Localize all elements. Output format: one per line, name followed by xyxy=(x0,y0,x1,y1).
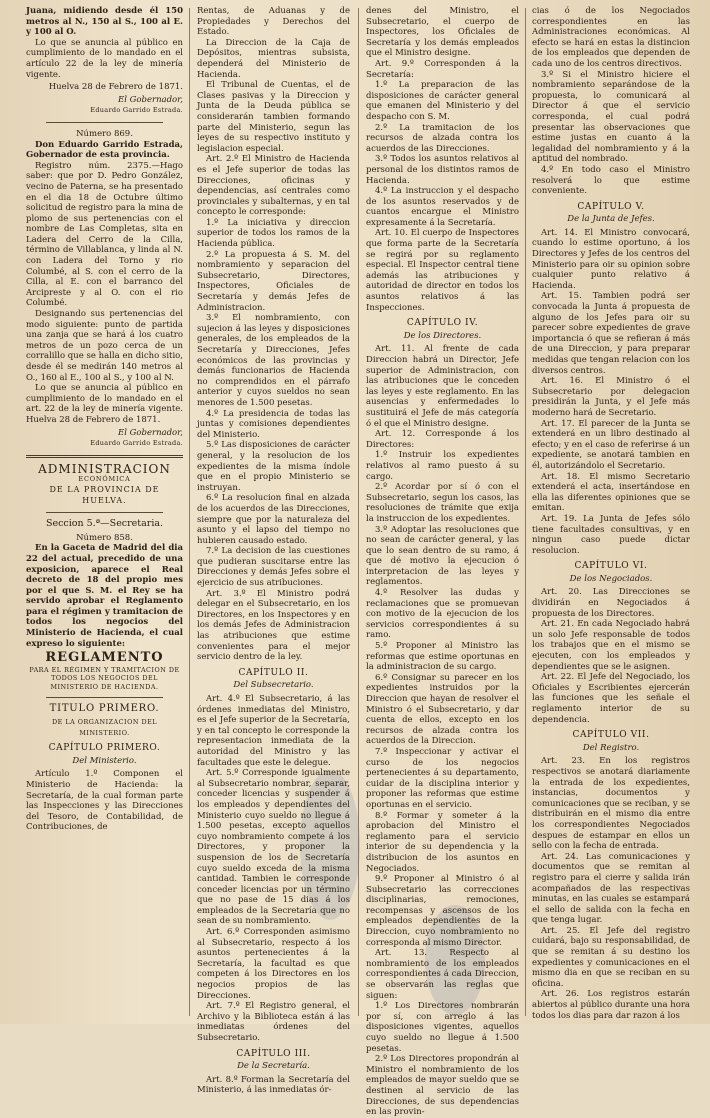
notice-number: Número 869. xyxy=(76,128,133,139)
column-3 xyxy=(366,6,519,1118)
paragraph: Art. 6.º Corresponden asimismo al Subsecretario, respecto á los asuntos pertenecientes á la Secretaría, la facultad es que competen á los Directores en los negocios propios de las Direcciones. xyxy=(197,927,350,1001)
chapter-heading: CAPÍTULO VI. xyxy=(574,561,648,572)
paragraph: 3.º Adoptar las resoluciones que no sean de carácter general, y las que lo sean dentro de su ramo, á que dé motivo la ejecucion ó interpretacion de las leyes y reglamentos. xyxy=(366,524,519,588)
column-rule xyxy=(525,8,526,1016)
paragraph: 9.º Proponer al Ministro ó al Subsecretario las correcciones disciplinarias, remociones, recompensas y ascensos de los empleados dependientes de la Direccion, cuyo nombramiento no corresponda al mismo Director. xyxy=(366,874,519,948)
paragraph: Art. 9.º Corresponden á la Secretaría: xyxy=(366,58,519,80)
chapter-subheading: De la Junta de Jefes. xyxy=(567,214,655,225)
paragraph: Art. 2.º El Ministro de Hacienda es el Jefe superior de todas las Direcciones, oficinas y dependencias, así centrales como provinciales y subalternas, y en tal concepto le corresponde: xyxy=(197,154,350,218)
chapter-heading: CAPÍTULO PRIMERO. xyxy=(48,743,161,754)
paragraph: 1.º Instruir los expedientes relativos al ramo puesto á su cargo. xyxy=(366,450,519,482)
paragraph: Art. 5.º Corresponde igualmente al Subsecretario nombrar, separar, conceder licencias y suspender á los empleados y dependientes del Ministerio cuyo sueldo no llegue á 1.500 pesetas, excepto aquellos cuyo nombramiento compete á los Directores, y proponer la suspension de los de Secretaría cuyo sueldo exceda de la misma cantidad. Tambien le corresponde conceder licencias por un término que no pase de 15 dias á los empleados de la Secretaría que no sean de su nombramiento. xyxy=(197,768,350,927)
paragraph: Art. 12. Corresponde á los Directores: xyxy=(366,429,519,450)
paragraph: 1.º La preparacion de las disposiciones de carácter general que emanen del Ministerio y del despacho con S. M. xyxy=(366,80,519,122)
paragraph: 5.º Las disposiciones de carácter general, y la resolucion de los expedientes de la misma índole que en el propio Ministerio se instruyan. xyxy=(197,440,350,493)
section-separator xyxy=(26,455,183,458)
notice-number: Número 858. xyxy=(76,532,133,543)
paragraph: 4.º La instruccion y el despacho de los asuntos reservados y de cuantos encargue el Ministro expresamente á la Secretaría. xyxy=(366,186,519,228)
regulation-title: REGLAMENTO xyxy=(45,650,164,666)
section-heading: ADMINISTRACION xyxy=(38,461,171,476)
paragraph: Art. 25. El Jefe del registro cuidará, bajo su responsabilidad, de que se remitan á su destino los expedientes y comunicaciones en el mismo dia en que se reciban en su oficina. xyxy=(532,925,690,989)
paragraph: Lo que se anuncia al público en cumplimiento de lo mandado en el art. 22 de la ley de minería vigente. Huelva 28 de Febrero de 1871. xyxy=(26,383,183,425)
paragraph: Art. 20. Las Direcciones se dividirán en Negociados á propuesta de los Directores. xyxy=(532,587,690,619)
paragraph: Don Eduardo Garrido Estrada, Gobernador de esta provincia. xyxy=(26,139,183,161)
paragraph: 2.º Acordar por sí ó con el Subsecretario, segun los casos, las resoluciones de trámite que exija la instruccion de los expedientes. xyxy=(366,482,519,524)
paragraph: Art. 3.º El Ministro podrá delegar en el Subsecretario, en los Directores, en los Inspectores y en los demás Jefes de Administracion las atribuciones que estime convenientes para el mejor servicio dentro de la ley. xyxy=(197,588,350,663)
chapter-subheading: De los Negociados. xyxy=(569,573,653,584)
paragraph: Art. 11. Al frente de cada Direccion habrá un Director, Jefe superior de Administracion, con las atribuciones que le conceden las leyes y este reglamento. En las ausencias y enfermedades lo sustituirá el Jefe de más categoría ó el que el Ministro designe. xyxy=(366,344,519,429)
signature-name: Eduardo Garrido Estrada. xyxy=(90,439,183,448)
paragraph: 1.º La iniciativa y direccion superior de todos los ramos de la Hacienda pública. xyxy=(197,217,350,250)
paragraph: 6.º La resolucion final en alzada de los acuerdos de las Direcciones, siempre que por la naturaleza del asunto y el lapso del tiempo no hubieren causado estado. xyxy=(197,493,350,546)
paragraph: 6.º Consignar su parecer en los expedientes instruidos por la Direccion que hayan de resolver el Ministro ó el Subsecretario, y dar cuenta de ellos, excepto en los recursos de alzada contra los acuerdos de la Direccion. xyxy=(366,672,519,747)
paragraph: cias ó de los Negociados correspondientes en las Administraciones económicas. Al efecto se hará en estas la distincion de los empleados que dependen de cada uno de los centros directivos. xyxy=(532,6,690,69)
paragraph: 2.º Los Directores propondrán al Ministro el nombramiento de los empleados de mayor sueldo que se destinen al servicio de las Direcciones, de sus dependencias en las provin- xyxy=(366,1054,519,1118)
chapter-heading: CAPÍTULO V. xyxy=(577,201,645,212)
paragraph: Art. 24. Las comunicaciones y documentos que se remitan al registro para el cierre y salida irán acompañados de las respectivas minutas, en las cuales se estampará el sello de salida con la fecha en que tenga lugar. xyxy=(532,851,690,926)
paragraph: 4.º Resolver las dudas y reclamaciones que se promuevan con motivo de la ejecucion de los servicios correspondientes á su ramo. xyxy=(366,588,519,641)
signature-name: Eduardo Garrido Estrada. xyxy=(90,106,183,115)
column-4 xyxy=(532,6,690,1020)
chapter-subheading: Del Subsecretario. xyxy=(233,680,314,691)
paragraph: Art. 22. El Jefe del Negociado, los Oficiales y Escribientes ejercerán las funciones que les señale el reglamento interior de su dependencia. xyxy=(532,672,690,725)
paragraph: En la Gaceta de Madrid del dia 22 del actual, precedido de una exposicion, aparece el Real decreto de 18 del propio mes por el que S. M. el Rey se ha servido aprobar el Reglamento para el régimen y tramitacion de todos los negocios del Ministerio de Hacienda, el cual expreso lo siguiente: xyxy=(26,543,183,649)
paragraph: 7.º Inspeccionar y activar el curso de los negocios pertenecientes á su departamento, cuidar de la disciplina interior y proponer las reformas que estime oportunas en el servicio. xyxy=(366,746,519,810)
paragraph: Art. 4.º El Subsecretario, á las órdenes inmediatas del Ministro, es el Jefe superior de la Secretaría, y en tal concepto le corresponde la representacion inmediata de la autoridad del Ministro y las facultades que este le delegue. xyxy=(197,694,350,768)
regulation-subtitle: PARA EL RÉGIMEN Y TRAMITACION DE TODOS LOS NEGOCIOS DEL MINISTERIO DE HACIENDA. xyxy=(29,665,180,691)
paragraph: Lo que se anuncia al público en cumplimiento de lo mandado en el artículo 22 de la ley de minería vigente. xyxy=(26,37,183,80)
paragraph: 3.º Si el Ministro hiciere el nombramiento separándose de la propuesta, lo comunicará al Director á que el servicio corresponda, el cual podrá presentar las observaciones que estime justas en cuanto á la legalidad del nombramiento y á la aptitud del nombrado. xyxy=(532,69,690,165)
chapter-heading: CAPÍTULO IV. xyxy=(406,318,479,329)
paragraph: Art. 13. Respecto al nombramiento de los empleados correspondientes á cada Direccion, se observarán las reglas que siguen: xyxy=(366,948,519,1001)
separator xyxy=(46,697,163,698)
paragraph: Art. 10. El cuerpo de Inspectores que forma parte de la Secretaría se regirá por su reglamento especial. El Inspector central tiene además las atribuciones y autoridad de director en todos los asuntos relativos á las Inspecciones. xyxy=(366,228,519,313)
title-subheading: DE LA ORGANIZACION DEL MINISTERIO. xyxy=(52,717,157,737)
paragraph: Artículo 1.º Componen el Ministerio de Hacienda: la Secretaría, de la cual forman parte las Inspecciones y las Direcciones del Tesoro, de Contabilidad, de Contribuciones, de xyxy=(26,769,183,833)
paragraph: 4.º En todo caso el Ministro resolverá lo que estime conveniente. xyxy=(532,164,690,197)
paragraph: Art. 8.º Forman la Secretaría del Ministerio, á las inmediatas ór- xyxy=(197,1074,350,1096)
paragraph: Art. 7.º El Registro general, el Archivo y la Biblioteca están á las inmediatas órdenes del Subsecretario. xyxy=(197,1001,350,1043)
paragraph: Art. 17. El parecer de la Junta se extenderá en un libro destinado al efecto; y en el caso de referirse á un expediente, se anotará tambien en él, autorizándolo el Secretario. xyxy=(532,418,690,471)
paragraph: Juana, midiendo desde él 150 metros al N., 150 al S., 100 al E. y 100 al O. xyxy=(26,6,183,38)
paragraph: 8.º Formar y someter á la aprobacion del Ministro el reglamento para el servicio interior de su dependencia y la distribucion de los asuntos en Negociados. xyxy=(366,810,519,874)
paragraph: 2.º La propuesta á S. M. del nombramiento y separacion del Subsecretario, Directores, Inspectores, Oficiales de Secretaría y demás Jefes de Administracion. xyxy=(197,249,350,313)
paragraph: Registro núm. 2375.—Hago saber: que por D. Pedro González, vecino de Paterna, se ha presentado en el dia 18 de Octubre último solicitud de registro para la mina de plomo de sus pertenencias con el nombre de Las Completas, sita en Ladera del Cerro de la Cilla, término de Villablanca, y linda al N. con Ladera del Torno y rio Columbé, al S. con el cerro de la Cilla, al E. con el barranco del Arcipreste y al O. con el rio Columbé. xyxy=(26,160,183,309)
paragraph: Art. 15. Tambien podrá ser convocada la Junta á propuesta de alguno de los Jefes para oir su parecer sobre expedientes de grave importancia ó que se refieran á más de una Direccion, y para preparar medidas que tengan relacion con los diversos centros. xyxy=(532,291,690,376)
column-rule xyxy=(189,8,190,1016)
separator xyxy=(46,122,163,123)
paragraph: Rentas, de Aduanas y de Propiedades y Derechos del Estado. xyxy=(197,6,350,38)
paragraph: 7.º La decision de las cuestiones que pudieran suscitarse entre las Direcciones y demás Jefes sobre el ejercicio de sus atribuciones. xyxy=(197,546,350,589)
paragraph: Art. 16. El Ministro ó el Subsecretario por delegacion presidirán la Junta, y el Jefe más moderno hará de Secretario. xyxy=(532,376,690,418)
chapter-heading: CAPÍTULO III. xyxy=(236,1048,311,1059)
paragraph: denes del Ministro, el Subsecretario, el cuerpo de Inspectores, los Oficiales de Secretaría y los demás empleados que el Ministro designe. xyxy=(366,6,519,59)
chapter-subheading: Del Ministerio. xyxy=(72,755,137,766)
signature-title: El Gobernador, xyxy=(118,94,183,105)
paragraph: 1.º Los Directores nombrarán por sí, con arreglo á las disposiciones vigentes, aquellos cuyo sueldo no llegue á 1.500 pesetas. xyxy=(366,1001,519,1054)
paragraph: Art. 23. En los registros respectivos se anotará diariamente la entrada de los expedientes, instancias, documentos y comunicaciones que se reciban, y se distribuirán en el mismo dia entre los correspondientes Negociados despues de estampar en ellos un sello con la fecha de entrada. xyxy=(532,756,690,852)
paragraph: Art. 26. Los registros estarán abiertos al público durante una hora todos los dias para dar razon á los xyxy=(532,989,690,1021)
date-line: Huelva 28 de Febrero de 1871. xyxy=(48,82,183,93)
paragraph: Art. 19. La Junta de Jefes sólo tiene facultades consultivas, y en ningun caso puede dictar resolucion. xyxy=(532,513,690,556)
column-1 xyxy=(26,6,183,1020)
chapter-heading: CAPÍTULO VII. xyxy=(572,730,650,741)
section-subheading: ECONÓMICA xyxy=(78,475,131,484)
paragraph: Art. 18. El mismo Secretario extenderá el acta, insertándose en ella las diferentes opiniones que se emitan. xyxy=(532,471,690,514)
paragraph: El Tribunal de Cuentas, el de Clases pasivas y la Direccion y Junta de la Deuda pública se considerarán tambien formando parte del Ministerio, segun las leyes de su respectivo instituto y legislacion especial. xyxy=(197,80,350,154)
paragraph: Art. 21. En cada Negociado habrá un solo Jefe responsable de todos los trabajos que en el mismo se ejecuten, con los empleados y dependientes que se le asignen. xyxy=(532,619,690,672)
paragraph: 4.º La presidencia de todas las juntas y comisiones dependientes del Ministerio. xyxy=(197,408,350,440)
paragraph: 5.º Proponer al Ministro las reformas que estime oportunas en la administracion de su cargo. xyxy=(366,641,519,673)
signature-title: El Gobernador, xyxy=(118,427,183,438)
paragraph: La Direccion de la Caja de Depósitos, mientras subsista, dependerá del Ministerio de Hacienda. xyxy=(197,37,350,80)
chapter-subheading: De la Secretaría. xyxy=(237,1061,310,1072)
chapter-heading: CAPÍTULO II. xyxy=(238,667,309,678)
paragraph: Designando sus pertenencias del modo siguiente: punto de partida una zanja que se hará á los cuatro metros de un pozo cerca de un corralillo que se halla en dicho sitio, desde él se medirán 140 metros al O., 160 al E., 100 al S., y 100 al N. xyxy=(26,309,183,383)
paragraph: 3.º El nombramiento, con sujecion á las leyes y disposiciones generales, de los empleados de la Secretaría y Direcciones, Jefes económicos de las provincias y demás funcionarios de Hacienda no comprendidos en el párrafo anterior y cuyos sueldos no sean menores de 1.500 pesetas. xyxy=(197,313,350,408)
chapter-subheading: Del Registro. xyxy=(582,742,640,753)
chapter-subheading: De los Directores. xyxy=(403,330,482,341)
section-label: Seccion 5.ª—Secretaria. xyxy=(45,518,164,530)
paragraph: 3.º Todos los asuntos relativos al personal de los distintos ramos de Hacienda. xyxy=(366,154,519,186)
section-subheading: DE LA PROVINCIA DE HUELVA. xyxy=(49,484,160,505)
title-heading: TITULO PRIMERO. xyxy=(49,703,160,715)
separator xyxy=(46,512,163,513)
paragraph: Art. 14. El Ministro convocará, cuando lo estime oportuno, á los Directores y Jefes de los centros del Ministerio para oir su opinion sobre cualquier punto relativo á Hacienda. xyxy=(532,227,690,291)
paragraph: 2.º La tramitacion de los recursos de alzada contra los acuerdos de las Direcciones. xyxy=(366,122,519,154)
column-2 xyxy=(197,6,350,1096)
column-rule xyxy=(358,8,359,1016)
